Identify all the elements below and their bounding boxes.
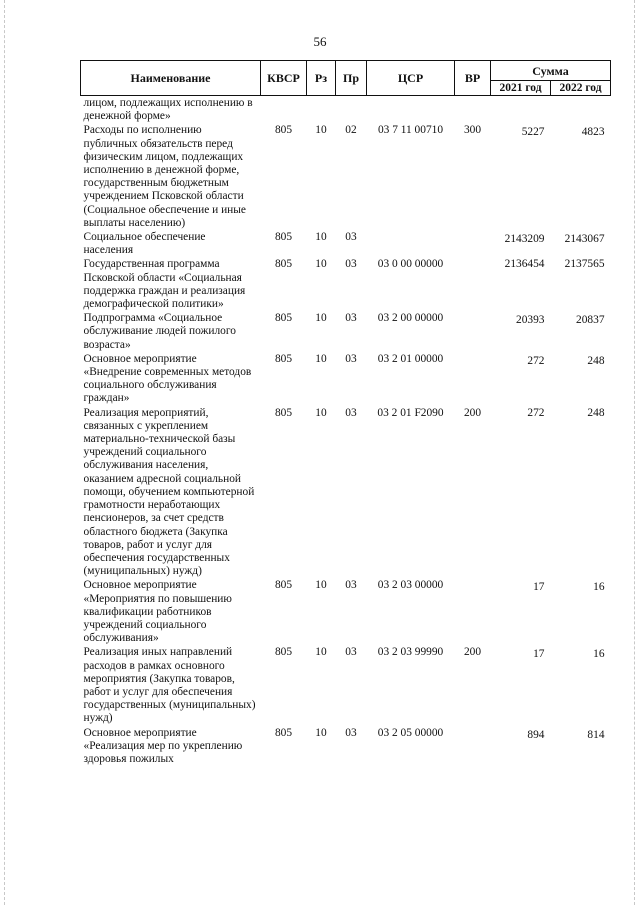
row-sum-2022: 16: [593, 581, 605, 594]
row-rz: 10: [315, 258, 327, 271]
budget-table: [80, 60, 611, 767]
table-row: [81, 258, 611, 312]
row-pr: 03: [345, 258, 357, 271]
row-csr: 03 2 01 00000: [377, 352, 444, 365]
row-csr: 03 2 03 00000: [377, 579, 444, 592]
row-kvsr: 805: [274, 646, 293, 659]
row-name: Подпрограмма «Социальное обслуживание людей пожилого возраста»: [83, 312, 236, 351]
row-name: лицом, подлежащих исполнению в денежной форме»: [83, 97, 253, 123]
row-sum-2022: 2143067: [564, 233, 605, 246]
row-pr: 03: [345, 312, 357, 325]
page-number: 56: [313, 34, 327, 49]
row-name: Государственная программа Псковской области «Социальная поддержка граждан и реализация демографической политики»: [83, 258, 246, 311]
row-sum-2021: 17: [533, 581, 545, 594]
row-sum-2022: 4823: [581, 126, 605, 139]
row-vr: [455, 96, 491, 125]
row-sum-2022: 248: [587, 406, 605, 419]
row-rz: 10: [315, 646, 327, 659]
row-csr: [367, 231, 455, 258]
row-vr: [455, 353, 491, 407]
row-kvsr: [261, 96, 307, 125]
row-pr: 03: [345, 579, 357, 592]
row-name: Реализация мероприятий, связанных с укреплением материально-технической базы учреждений социального обслуживания населения, оказанием адресной социальной помощи, обучением компьютерной грамотности неработающих пенсионеров, за счет средств областного бюджета (Закупка товаров, работ и услуг для обеспечения государственных (муниципальных) нужд): [83, 406, 255, 578]
header-csr: ЦСР: [367, 61, 455, 96]
header-year-2022: 2022 год: [551, 81, 611, 96]
row-csr: 03 2 01 F2090: [377, 406, 444, 419]
row-pr: 03: [345, 646, 357, 659]
row-rz: 10: [315, 406, 327, 419]
row-name: Социальное обеспечение населения: [83, 231, 206, 257]
row-pr: [336, 96, 367, 125]
row-kvsr: 805: [274, 406, 293, 419]
row-vr: 300: [463, 124, 482, 137]
row-csr: 03 7 11 00710: [377, 124, 444, 137]
row-sum-2021: 272: [527, 354, 545, 367]
row-name: Реализация иных направлений расходов в рамках основного мероприятия (Закупка товаров, работ и услуг для обеспечения государственных (муниципальных) нужд): [83, 646, 256, 725]
table-row: [81, 353, 611, 407]
header-pr: Пр: [336, 61, 367, 96]
row-sum-2021: 20393: [516, 314, 545, 327]
row-sum-2022: 248: [587, 354, 605, 367]
table-row: [81, 407, 611, 580]
row-sum-2022: 814: [587, 728, 605, 741]
row-vr: [455, 258, 491, 312]
row-sum-2022: [551, 96, 611, 125]
row-vr: [455, 312, 491, 353]
table-header-row: [81, 61, 611, 81]
row-kvsr: 805: [274, 258, 293, 271]
row-pr: 03: [345, 406, 357, 419]
table-row: [81, 124, 611, 231]
row-name: Основное мероприятие «Мероприятия по повышению квалификации работников учреждений социального обслуживания»: [83, 579, 232, 645]
row-rz: [307, 96, 336, 125]
header-kvsr: КВСР: [261, 61, 307, 96]
row-csr: 03 2 00 00000: [377, 312, 444, 325]
row-sum-2022: 2137565: [564, 258, 605, 271]
row-csr: 03 2 03 99990: [377, 646, 444, 659]
row-rz: 10: [315, 124, 327, 137]
table-row: [81, 727, 611, 768]
header-vr: ВР: [455, 61, 491, 96]
table-row: [81, 579, 611, 646]
scan-edge-left: [4, 0, 6, 905]
row-pr: 03: [345, 231, 357, 244]
row-csr: [367, 96, 455, 125]
row-csr: 03 2 05 00000: [377, 726, 444, 739]
row-sum-2021: 2143209: [504, 233, 545, 246]
row-rz: 10: [315, 579, 327, 592]
row-vr: 200: [463, 406, 482, 419]
row-name: Расходы по исполнению публичных обязательств перед физическим лицом, подлежащих исполнению в денежной форме, государственным бюджетным учреждением Псковской области (Социальное обеспечение и иные выплаты населению): [83, 124, 246, 229]
row-sum-2021: 2136454: [504, 258, 545, 271]
table-row: [81, 231, 611, 258]
row-rz: 10: [315, 726, 327, 739]
row-csr: 03 0 00 00000: [377, 258, 444, 271]
scan-edge-right: [634, 0, 636, 905]
row-kvsr: 805: [274, 726, 293, 739]
row-rz: 10: [315, 352, 327, 365]
row-sum-2021: 272: [527, 406, 545, 419]
row-rz: 10: [315, 231, 327, 244]
row-kvsr: 805: [274, 352, 293, 365]
row-kvsr: 805: [274, 312, 293, 325]
row-pr: 03: [345, 726, 357, 739]
row-sum-2022: 20837: [576, 314, 605, 327]
header-sum: Сумма: [491, 61, 611, 81]
table-row: [81, 96, 611, 125]
row-sum-2022: 16: [593, 648, 605, 661]
row-pr: 03: [345, 352, 357, 365]
row-kvsr: 805: [274, 124, 293, 137]
row-sum-2021: 5227: [521, 126, 545, 139]
header-name: Наименование: [81, 61, 261, 96]
table-row: [81, 646, 611, 726]
row-sum-2021: 17: [533, 648, 545, 661]
row-pr: 02: [345, 124, 357, 137]
row-vr: [455, 231, 491, 258]
header-year-2021: 2021 год: [491, 81, 551, 96]
row-name: Основное мероприятие «Реализация мер по укреплению здоровья пожилых: [83, 726, 243, 765]
header-rz: Рз: [307, 61, 336, 96]
row-kvsr: 805: [274, 579, 293, 592]
row-vr: [455, 727, 491, 768]
row-rz: 10: [315, 312, 327, 325]
row-sum-2021: [491, 96, 551, 125]
row-name: Основное мероприятие «Внедрение современных методов социального обслуживания граждан»: [83, 352, 252, 405]
row-sum-2021: 894: [527, 728, 545, 741]
row-kvsr: 805: [274, 231, 293, 244]
row-vr: [455, 579, 491, 646]
table-row: [81, 312, 611, 353]
row-vr: 200: [463, 646, 482, 659]
